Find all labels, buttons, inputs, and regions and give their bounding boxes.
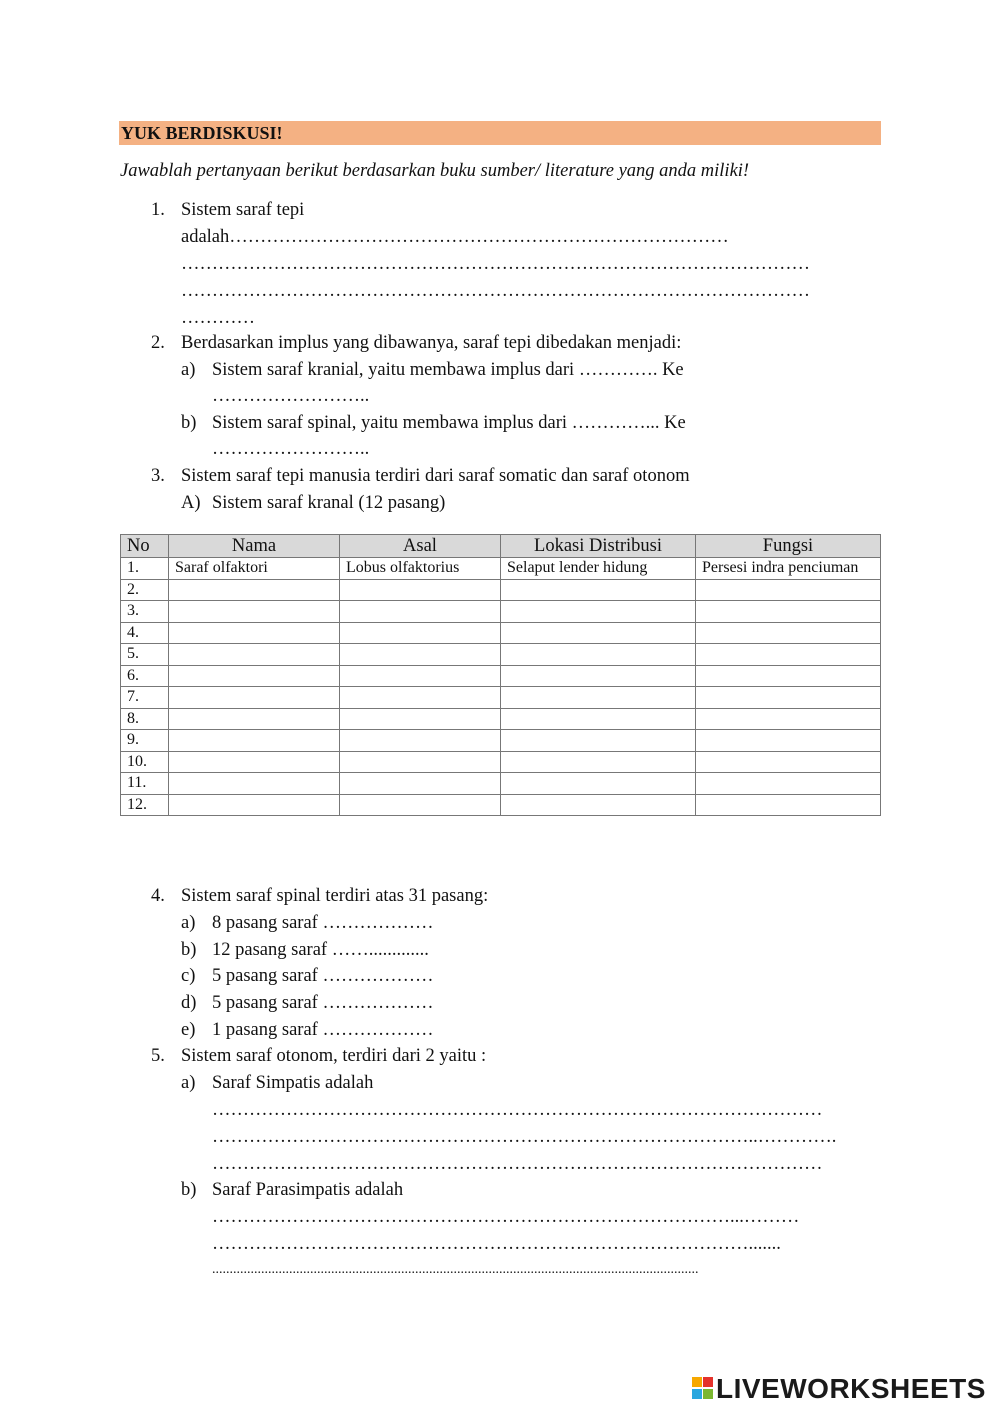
cell-lokasi: Selaput lender hidung [501, 558, 696, 580]
table-row [121, 773, 881, 795]
instruction-text: Jawablah pertanyaan berikut berdasarkan buku sumber/ literature yang anda miliki! [120, 161, 750, 181]
q4d-answer[interactable]: 5 pasang saraf ……………… [212, 993, 434, 1013]
q2a-label: a) [181, 360, 196, 380]
cell-lokasi-input[interactable] [501, 751, 696, 773]
header-fungsi: Fungsi [696, 535, 881, 558]
q5b-answer-dots-3[interactable]: ........................................................................................................................................... [212, 1262, 699, 1277]
cell-no: 1. [121, 558, 169, 580]
q4-number: 4. [151, 886, 165, 906]
table-row [121, 687, 881, 709]
q5-number: 5. [151, 1046, 165, 1066]
cell-fungsi-input[interactable] [696, 708, 881, 730]
q3a-label: A) [181, 493, 201, 513]
cranial-nerve-table [120, 534, 881, 816]
q4b-label: b) [181, 940, 197, 960]
q4c-answer[interactable]: 5 pasang saraf ……………… [212, 966, 434, 986]
table-row [121, 558, 881, 580]
cell-no: 2. [121, 579, 169, 601]
cell-fungsi-input[interactable] [696, 644, 881, 666]
q2-number: 2. [151, 333, 165, 353]
q2a-text: Sistem saraf kranial, yaitu membawa implus dari …………. Ke [212, 360, 684, 380]
cell-lokasi-input[interactable] [501, 794, 696, 816]
q4b-answer[interactable]: 12 pasang saraf ……............. [212, 940, 429, 960]
cell-asal: Lobus olfaktorius [340, 558, 501, 580]
cell-lokasi-input[interactable] [501, 730, 696, 752]
cell-nama-input[interactable] [169, 773, 340, 795]
q3-text: Sistem saraf tepi manusia terdiri dari saraf somatic dan saraf otonom [181, 466, 690, 486]
cell-no: 11. [121, 773, 169, 795]
cell-nama-input[interactable] [169, 601, 340, 623]
cell-no: 8. [121, 708, 169, 730]
cell-fungsi-input[interactable] [696, 601, 881, 623]
cell-nama-input[interactable] [169, 644, 340, 666]
cell-fungsi-input[interactable] [696, 665, 881, 687]
cell-asal-input[interactable] [340, 751, 501, 773]
cell-nama-input[interactable] [169, 751, 340, 773]
q5b-label: b) [181, 1180, 197, 1200]
q4a-answer[interactable]: 8 pasang saraf ……………… [212, 913, 434, 933]
q3a-text: Sistem saraf kranal (12 pasang) [212, 493, 446, 513]
cell-nama-input[interactable] [169, 665, 340, 687]
q1-number: 1. [151, 200, 165, 220]
liveworksheets-logo-icon [692, 1377, 714, 1401]
cell-no: 3. [121, 601, 169, 623]
cell-fungsi-input[interactable] [696, 730, 881, 752]
q5a-answer-dots-1[interactable]: ……………………………………………………………………………………… [212, 1100, 823, 1120]
cell-fungsi-input[interactable] [696, 751, 881, 773]
cell-asal-input[interactable] [340, 644, 501, 666]
liveworksheets-logo[interactable] [692, 1374, 986, 1404]
cell-asal-input[interactable] [340, 579, 501, 601]
q5a-answer-dots-3[interactable]: ……………………………………………………………………………………… [212, 1154, 823, 1174]
cell-asal-input[interactable] [340, 708, 501, 730]
cell-no: 7. [121, 687, 169, 709]
q1-text: Sistem saraf tepi [181, 200, 305, 220]
cell-no: 10. [121, 751, 169, 773]
table-row [121, 601, 881, 623]
cell-fungsi: Persesi indra penciuman [696, 558, 881, 580]
header-nama: Nama [169, 535, 340, 558]
header-no: No [121, 535, 169, 558]
cell-lokasi-input[interactable] [501, 644, 696, 666]
q5a-text: Saraf Simpatis adalah [212, 1073, 374, 1093]
q5b-answer-dots-2[interactable]: ……………………………………………………………………………....... [212, 1234, 781, 1254]
cell-asal-input[interactable] [340, 601, 501, 623]
q1-answer-dots-1[interactable]: ………………………………………………………………………………………… [181, 254, 810, 274]
q1-answer-dots-3[interactable]: ………… [181, 308, 255, 328]
q5a-answer-dots-2[interactable]: ……………………………………………………………………………..…………. [212, 1127, 837, 1147]
cell-lokasi-input[interactable] [501, 622, 696, 644]
table-row [121, 665, 881, 687]
cell-lokasi-input[interactable] [501, 579, 696, 601]
cell-nama-input[interactable] [169, 622, 340, 644]
cell-nama: Saraf olfaktori [169, 558, 340, 580]
cell-no: 12. [121, 794, 169, 816]
cell-fungsi-input[interactable] [696, 687, 881, 709]
cell-fungsi-input[interactable] [696, 622, 881, 644]
header-asal: Asal [340, 535, 501, 558]
cell-fungsi-input[interactable] [696, 579, 881, 601]
cell-asal-input[interactable] [340, 773, 501, 795]
q2b-answer-dots[interactable]: …………………….. [212, 439, 370, 459]
cell-asal-input[interactable] [340, 665, 501, 687]
cell-lokasi-input[interactable] [501, 773, 696, 795]
cell-lokasi-input[interactable] [501, 601, 696, 623]
q4-text: Sistem saraf spinal terdiri atas 31 pasang: [181, 886, 489, 906]
table-row [121, 730, 881, 752]
q2b-text: Sistem saraf spinal, yaitu membawa implus dari …………... Ke [212, 413, 686, 433]
q4a-label: a) [181, 913, 196, 933]
q4e-label: e) [181, 1020, 196, 1040]
table-row [121, 708, 881, 730]
q5-text: Sistem saraf otonom, terdiri dari 2 yaitu : [181, 1046, 487, 1066]
cell-no: 5. [121, 644, 169, 666]
cell-lokasi-input[interactable] [501, 687, 696, 709]
q4c-label: c) [181, 966, 196, 986]
header-lokasi-distribusi: Lokasi Distribusi [501, 535, 696, 558]
table-row [121, 622, 881, 644]
liveworksheets-logo-text: LIVEWORKSHEETS [716, 1373, 986, 1404]
q1-answer-line[interactable]: adalah……………………………………………………………………… [181, 227, 729, 247]
table-row [121, 579, 881, 601]
q5a-label: a) [181, 1073, 196, 1093]
table-header-row [121, 535, 881, 558]
q5b-text: Saraf Parasimpatis adalah [212, 1180, 404, 1200]
q4d-label: d) [181, 993, 197, 1013]
table-row [121, 644, 881, 666]
q5b-answer-dots-1[interactable]: …………………………………………………………………………...……… [212, 1207, 800, 1227]
section-banner: YUK BERDISKUSI! [119, 121, 881, 145]
table-row [121, 751, 881, 773]
cell-no: 9. [121, 730, 169, 752]
q2a-answer-dots[interactable]: …………………….. [212, 386, 370, 406]
q1-answer-dots-2[interactable]: ………………………………………………………………………………………… [181, 281, 810, 301]
table-row [121, 794, 881, 816]
cell-lokasi-input[interactable] [501, 708, 696, 730]
cell-nama-input[interactable] [169, 708, 340, 730]
cell-no: 6. [121, 665, 169, 687]
cell-asal-input[interactable] [340, 794, 501, 816]
q3-number: 3. [151, 466, 165, 486]
cell-nama-input[interactable] [169, 687, 340, 709]
cell-no: 4. [121, 622, 169, 644]
q2-text: Berdasarkan implus yang dibawanya, saraf tepi dibedakan menjadi: [181, 333, 682, 353]
cell-asal-input[interactable] [340, 730, 501, 752]
cell-lokasi-input[interactable] [501, 665, 696, 687]
cell-nama-input[interactable] [169, 579, 340, 601]
cell-asal-input[interactable] [340, 687, 501, 709]
cell-fungsi-input[interactable] [696, 794, 881, 816]
cell-nama-input[interactable] [169, 730, 340, 752]
cell-asal-input[interactable] [340, 622, 501, 644]
cell-nama-input[interactable] [169, 794, 340, 816]
q2b-label: b) [181, 413, 197, 433]
cell-fungsi-input[interactable] [696, 773, 881, 795]
q4e-answer[interactable]: 1 pasang saraf ……………… [212, 1020, 434, 1040]
